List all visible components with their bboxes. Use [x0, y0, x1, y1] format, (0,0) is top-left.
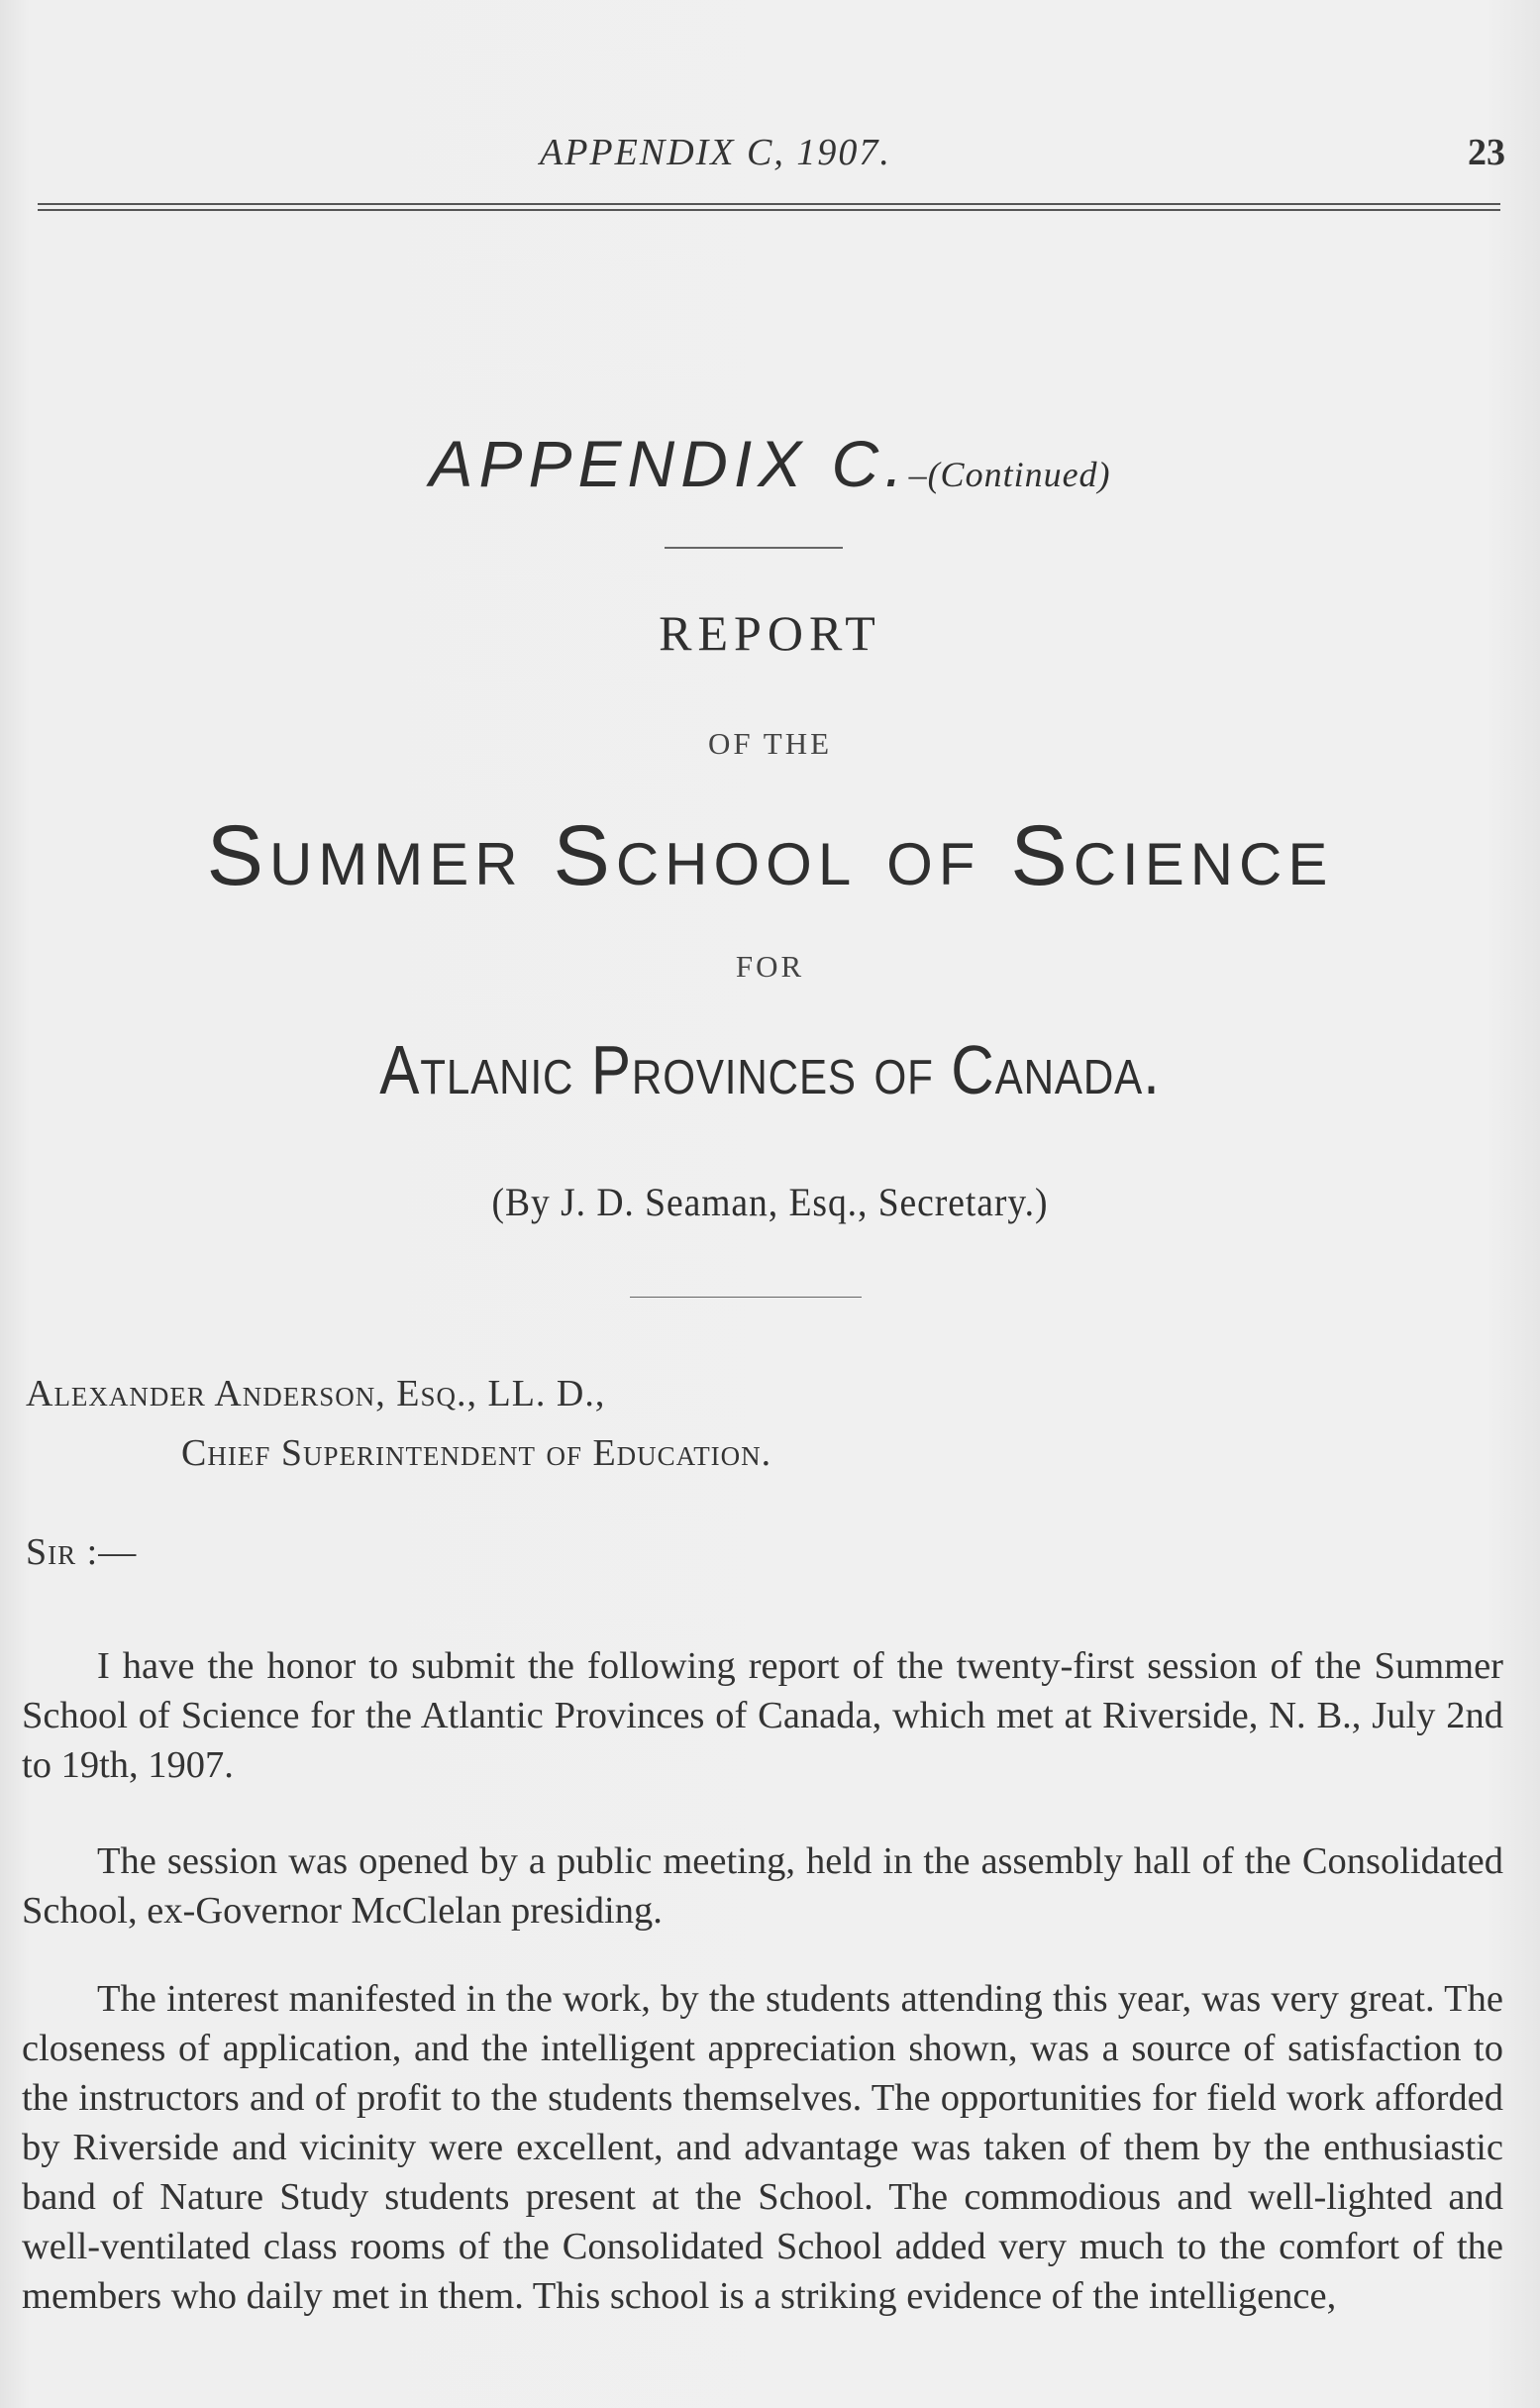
running-head: [0, 131, 1540, 190]
addressee-title: Chief Superintendent of Education.: [181, 1432, 772, 1474]
addressee-name: Alexander Anderson, Esq., LL. D.,: [26, 1373, 606, 1414]
running-head-rule: [38, 203, 1500, 211]
body-paragraph: The interest manifested in the work, by the students attending this year, was very great. The closeness of application, and the intelligent appreciation shown, was a source of satisfaction to the instructors and of profit to the students themselves. The opportunities for field work afforded by Riverside and vicinity were excellent, and advantage was taken of them by the enthusiastic band of Nature Study students present at the School. The commodious and well-lighted and well-ventilated class rooms of the Consolidated School added very much to the comfort of the members who daily met in them. This school is a striking evidence of the intelligence,: [22, 1977, 1503, 2317]
continued-label: –(Continued): [908, 455, 1111, 494]
report-title: REPORT: [659, 605, 881, 661]
page-number: 23: [1468, 132, 1505, 173]
appendix-heading: [0, 426, 1540, 501]
body-paragraph: The session was opened by a public meeting, held in the assembly hall of the Consolidated School, ex-Governor McClelan presiding.: [22, 1839, 1503, 1932]
byline-divider: [630, 1297, 862, 1298]
salutation: Sir :—: [26, 1531, 138, 1573]
school-title: Summer School of Science: [206, 808, 1334, 903]
for-label: FOR: [735, 949, 805, 984]
of-the-label: OF THE: [707, 726, 833, 761]
appendix-title: APPENDIX C.: [429, 427, 909, 500]
running-head-title: APPENDIX C, 1907.: [540, 132, 891, 173]
heading-divider: [665, 547, 843, 549]
author-byline: (By J. D. Seaman, Esq., Secretary.): [491, 1180, 1049, 1224]
body-paragraph: I have the honor to submit the following report of the twenty-first session of the Summer School of Science for the Atlantic Provinces of Canada, which met at Riverside, N. B., July 2nd to 19th, 1907.: [22, 1644, 1503, 1786]
provinces-title: Atlanic Provinces of Canada.: [379, 1031, 1161, 1108]
